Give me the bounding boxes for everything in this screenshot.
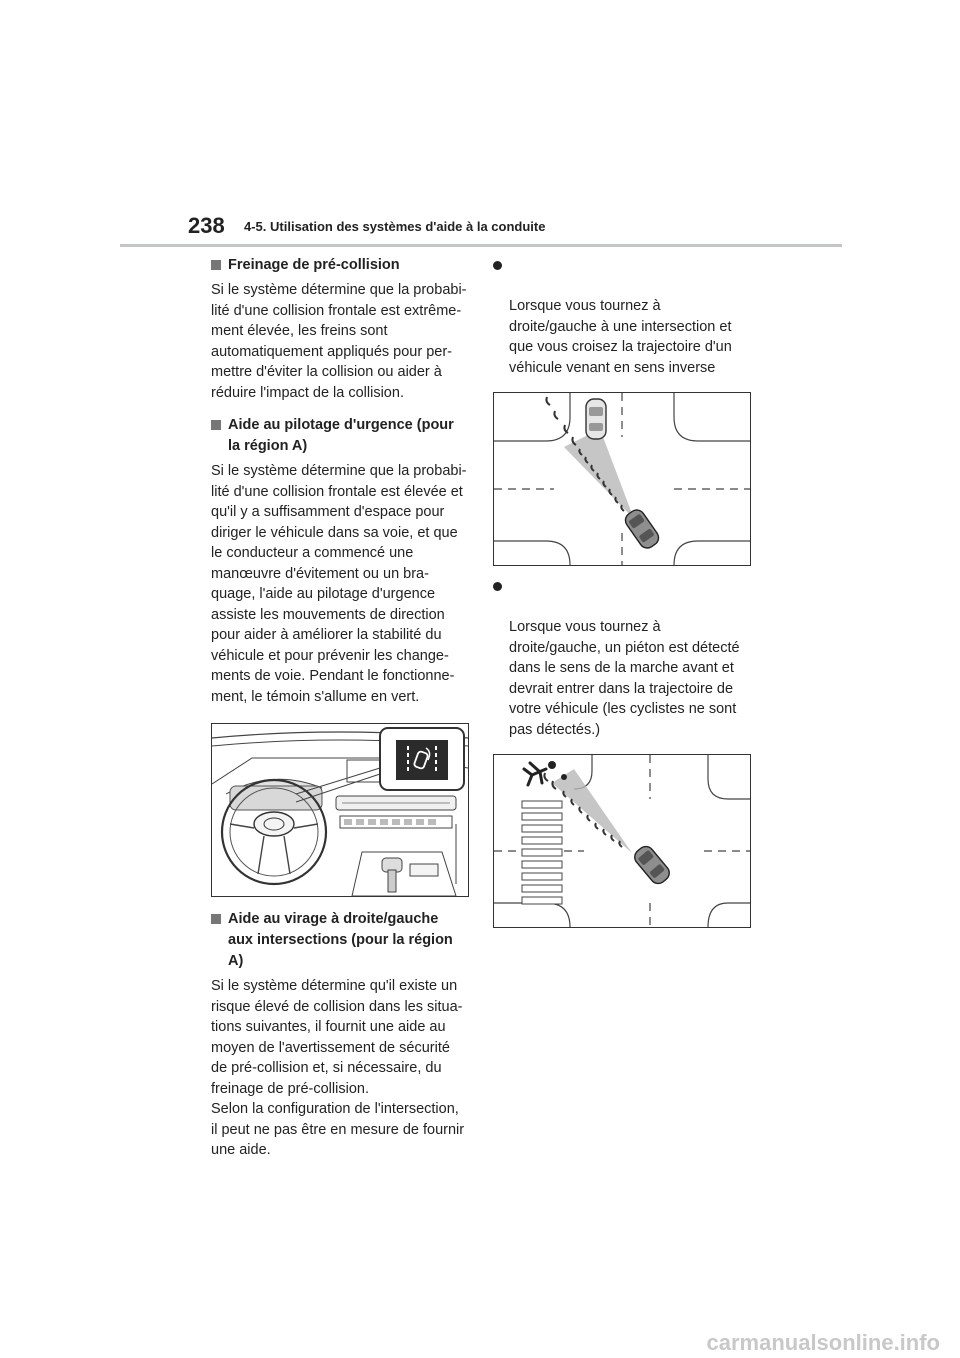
heading-text: Aide au pilotage d'urgence (pour la région A): [228, 417, 454, 454]
bullet-pedestrian: [493, 576, 751, 740]
own-car-icon: [622, 507, 661, 551]
square-bullet-icon: [211, 420, 221, 430]
oncoming-vehicle-illustration: [493, 392, 751, 566]
section-heading-intersection-turn-assist: [211, 909, 469, 972]
bullet-oncoming-vehicle: [493, 255, 751, 378]
bullet-dot-icon: [493, 261, 502, 270]
intersection-oncoming-drawing: [494, 393, 750, 565]
pedestrian-illustration: [493, 754, 751, 928]
own-car-icon: [631, 843, 672, 886]
oncoming-car-icon: [586, 399, 606, 439]
heading-text: Aide au virage à droite/gauche aux intersections (pour la région A): [228, 911, 453, 969]
square-bullet-icon: [211, 260, 221, 270]
dashboard-drawing: [212, 724, 468, 896]
bullet-dot-icon: [493, 582, 502, 591]
bullet-text: Lorsque vous tournez à droite/gauche, un piéton est détecté dans le sens de la marche avant et devrait entrer dans la trajectoire de votre véhicule (les cyclistes ne sont pas détectés.): [509, 619, 740, 738]
intersection-pedestrian-drawing: [494, 755, 750, 927]
bullet-text: Lorsque vous tournez à droite/gauche à une intersection et que vous croisez la trajectoire d'un véhicule venant en sens inverse: [509, 298, 732, 376]
paragraph-intersection-turn-assist: Si le système détermine qu'il existe un risque élevé de collision dans les situa- tions suivantes, il fournit une aide au moyen de l'avertissement de sécurité de pré-collision et, si nécessaire, du freinage de pré-collision. Selon la configuration de l'intersection, il peut ne pas être en mesure de fournir une aide.: [211, 978, 465, 1158]
dashboard-illustration: [211, 723, 469, 897]
pedestrian-icon: [524, 761, 556, 785]
header-divider: [120, 244, 842, 247]
heading-text: Freinage de pré-collision: [228, 257, 400, 273]
paragraph-pre-collision-braking: Si le système détermine que la probabi- lité d'une collision frontale est extrême- ment élevée, les freins sont automatiquement appliqués pour per- mettre d'éviter la collision ou aider à réduire l'impact de la collision.: [211, 282, 467, 401]
footer-watermark: carmanualsonline.info: [706, 1330, 940, 1355]
right-column: [493, 255, 751, 928]
square-bullet-icon: [211, 914, 221, 924]
paragraph-emergency-steering: Si le système détermine que la probabi- lité d'une collision frontale est élevée et qu'il y a suffisamment d'espace pour diriger le véhicule dans sa voie, et que le conducteur a commencé une manœuvre d'évitement ou un bra- quage, l'aide au pilotage d'urgence assiste les mouvements de direction pour aider à améliorer la stabilité du véhicule et pour prévenir les change- ments de voie. Pendant le fonctionne- ment, le témoin s'allume en vert.: [211, 463, 467, 705]
section-heading-pre-collision-braking: [211, 255, 469, 276]
left-column: [211, 255, 469, 1161]
section-heading-emergency-steering: [211, 415, 469, 457]
section-title: 4-5. Utilisation des systèmes d'aide à la conduite: [244, 219, 546, 234]
page-number: 238: [188, 213, 225, 238]
